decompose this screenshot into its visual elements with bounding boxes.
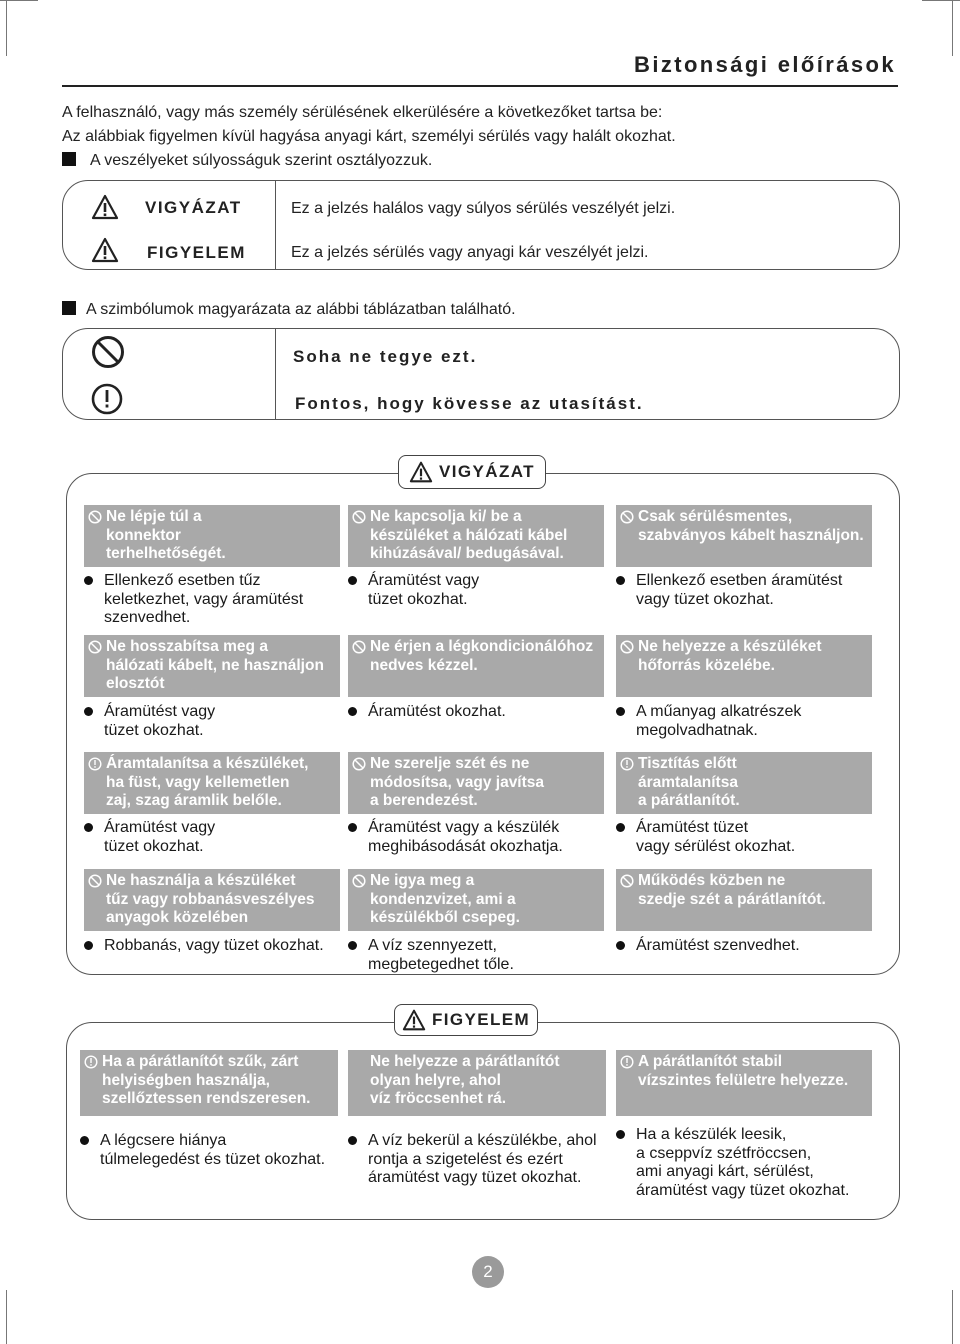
- consequence-line: megbetegedhet tőle.: [368, 955, 514, 973]
- hazard-title-line: szellőztessen rendszeresen.: [102, 1090, 311, 1107]
- header-divider: [62, 85, 898, 87]
- hazard-consequence: [616, 1126, 849, 1200]
- hazard-title-line: Ne használja a készüléket: [106, 872, 296, 889]
- bullet-icon: [84, 707, 93, 716]
- bullet-icon: [80, 1136, 89, 1145]
- warning-triangle-icon: [409, 461, 433, 483]
- consequence-line: tüzet okozhat.: [104, 837, 204, 855]
- prohibition-icon: [88, 510, 102, 524]
- hazard-title-line: a berendezést.: [370, 792, 478, 809]
- severity-label-figyelem: FIGYELEM: [147, 243, 246, 262]
- bullet-icon: [616, 1130, 625, 1139]
- table-divider: [275, 181, 276, 269]
- hazard-title-line: hőforrás közelébe.: [638, 656, 775, 674]
- hazard-title-line: módosítsa, vagy javítsa: [370, 773, 545, 791]
- prohibition-icon: [91, 335, 125, 369]
- hazard-title-line: víz fröccsenhet rá.: [370, 1090, 507, 1107]
- hazard-title-line: Ha a párátlanítót szűk, zárt: [102, 1053, 299, 1070]
- hazard-consequence: [84, 703, 215, 740]
- page-number: 2: [472, 1256, 504, 1288]
- bullet-icon: [348, 823, 357, 832]
- consequence-line: A légcsere hiánya: [100, 1132, 227, 1149]
- hazard-consequence: [80, 1132, 325, 1169]
- consequence-line: túlmelegedést és tüzet okozhat.: [100, 1150, 326, 1168]
- hazard-consequence: [348, 703, 506, 722]
- bullet-icon: [84, 941, 93, 950]
- hazard-title-line: terhelhetőségét.: [106, 545, 226, 562]
- consequence-line: Áramütést vagy: [368, 572, 480, 589]
- bullet-icon: [84, 823, 93, 832]
- hazard-title-bar: [84, 869, 340, 931]
- hazard-title-line: készüléket a hálózati kábel: [370, 526, 568, 544]
- hazard-title-bar: [84, 635, 340, 697]
- prohibition-icon: [88, 874, 102, 888]
- hazard-title-line: zaj, szag áramlik belőle.: [106, 792, 282, 809]
- bullet-icon: [348, 1136, 357, 1145]
- hazard-title-bar: [348, 869, 604, 931]
- hazard-title-line: Ne hosszabítsa meg a: [106, 638, 268, 655]
- hazard-title-line: Ne helyezze a készüléket: [638, 638, 822, 655]
- crop-mark: [952, 1290, 953, 1344]
- hazard-title-bar: [348, 635, 604, 697]
- hazard-title-line: készülékből csepeg.: [370, 909, 520, 926]
- hazard-title-bar: [616, 505, 872, 567]
- hazard-title-line: elosztót: [106, 675, 165, 692]
- prohibition-icon: [620, 640, 634, 654]
- hazard-consequence: [616, 703, 801, 740]
- consequence-line: Áramütést vagy a készülék: [368, 819, 560, 836]
- hazard-title-line: nedves kézzel.: [370, 656, 478, 674]
- prohibition-icon: [352, 874, 366, 888]
- severity-label-vigyazat: VIGYÁZAT: [145, 198, 242, 217]
- hazard-title-bar: [616, 1050, 872, 1116]
- hazard-title-line: Áramtalanítsa a készüléket,: [106, 755, 309, 772]
- mandatory-icon: [620, 1055, 634, 1069]
- hazard-title-line: Csak sérülésmentes,: [638, 508, 793, 525]
- hazard-title-line: Ne helyezze a párátlanítót: [370, 1053, 560, 1070]
- consequence-line: Ellenkező esetben tűz: [104, 572, 261, 589]
- hazard-title-bar: [84, 505, 340, 567]
- bullet-icon: [616, 576, 625, 585]
- hazard-consequence: [616, 572, 842, 609]
- hazard-title-line: szedje szét a párátlanítót.: [638, 890, 826, 908]
- consequence-line: Robbanás, vagy tüzet okozhat.: [104, 937, 324, 954]
- table-divider: [275, 329, 276, 419]
- hazard-title-line: A párátlanítót stabil: [638, 1053, 783, 1070]
- square-bullet-icon: [62, 301, 76, 315]
- consequence-line: meghibásodását okozhatja.: [368, 837, 563, 855]
- consequence-line: A műanyag alkatrészek: [636, 703, 802, 720]
- warning-triangle-icon: [91, 194, 119, 220]
- mandatory-icon: [620, 757, 634, 771]
- prohibition-icon: [88, 640, 102, 654]
- bullet-icon: [616, 707, 625, 716]
- hazard-consequence: [84, 937, 324, 956]
- figyelem-heading-label: FIGYELEM: [431, 1010, 531, 1029]
- hazard-consequence: [616, 937, 800, 956]
- hazard-consequence: [348, 819, 563, 856]
- crop-mark: [922, 0, 960, 1]
- crop-mark: [952, 0, 953, 56]
- hazard-title-line: konnektor: [106, 526, 181, 544]
- hazard-title-line: anyagok közelében: [106, 909, 249, 926]
- mandatory-icon: [84, 1055, 98, 1069]
- severity-desc: Ez a jelzés sérülés vagy anyagi kár veszélyét jelzi.: [291, 244, 649, 261]
- bullet-icon: [84, 576, 93, 585]
- hazard-title-line: Ne szerelje szét és ne: [370, 755, 530, 772]
- hazard-title-bar: [616, 869, 872, 931]
- mandatory-icon: [88, 757, 102, 771]
- intro-line: A felhasználó, vagy más személy sérülésének elkerülésére a következőket tartsa be:: [62, 104, 663, 121]
- prohibition-icon: [352, 510, 366, 524]
- hazard-title-line: kihúzásával/ bedugásával.: [370, 545, 564, 562]
- hazard-title-bar: [348, 505, 604, 567]
- hazard-title-line: áramtalanítsa: [638, 773, 738, 791]
- symbol-meaning: Fontos, hogy kövesse az utasítást.: [295, 394, 644, 413]
- intro-line: Az alábbiak figyelmen kívül hagyása anyagi kárt, személyi sérülés vagy halált okozhat.: [62, 128, 676, 145]
- consequence-line: Áramütést vagy: [104, 819, 216, 836]
- symbols-table: [62, 328, 900, 420]
- hazard-title-line: vízszintes felületre helyezze.: [638, 1071, 849, 1089]
- hazard-title-line: szabványos kábelt használjon.: [638, 526, 864, 544]
- mandatory-icon: [91, 383, 123, 415]
- consequence-line: A víz bekerül a készülékbe, ahol: [368, 1132, 597, 1149]
- consequence-line: Ha a készülék leesik,: [636, 1126, 787, 1143]
- consequence-line: áramütést vagy tüzet okozhat.: [636, 1181, 850, 1199]
- consequence-line: vagy tüzet okozhat.: [636, 590, 774, 608]
- hazard-title-line: Tisztítás előtt: [638, 755, 737, 772]
- consequence-line: a cseppvíz szétfröccsen,: [636, 1144, 812, 1162]
- hazard-title-bar: [348, 1050, 606, 1116]
- hazard-title-bar: [84, 752, 340, 814]
- prohibition-icon: [352, 640, 366, 654]
- page-title: Biztonsági előírások: [634, 52, 896, 77]
- hazard-title-line: a párátlanítót.: [638, 792, 740, 809]
- hazard-title-line: Működés közben ne: [638, 872, 786, 889]
- consequence-line: Áramütést okozhat.: [368, 703, 506, 720]
- consequence-line: Áramütést tüzet: [636, 819, 749, 836]
- consequence-line: tüzet okozhat.: [104, 721, 204, 739]
- hazard-title-line: helyiségben használja,: [102, 1071, 270, 1089]
- prohibition-icon: [620, 510, 634, 524]
- hazard-title-bar: [616, 752, 872, 814]
- hazard-title-line: Ne igya meg a: [370, 872, 475, 889]
- bullet-icon: [616, 941, 625, 950]
- bullet-icon: [348, 576, 357, 585]
- consequence-line: szenvedhet.: [104, 609, 191, 626]
- crop-mark: [6, 1290, 7, 1344]
- figyelem-heading: [394, 1004, 538, 1036]
- hazard-title-line: olyan helyre, ahol: [370, 1071, 501, 1089]
- consequence-line: rontja a szigetelést és ezért: [368, 1150, 563, 1168]
- consequence-line: ami anyagi kárt, sérülést,: [636, 1163, 814, 1180]
- prohibition-icon: [620, 874, 634, 888]
- prohibition-icon: [352, 757, 366, 771]
- hazard-title-line: Ne érjen a légkondicionálóhoz: [370, 638, 594, 655]
- hazard-title-line: kondenzvizet, ami a: [370, 890, 516, 908]
- hazard-title-line: hálózati kábelt, ne használjon: [106, 656, 324, 674]
- square-bullet-icon: [62, 152, 76, 166]
- consequence-line: Áramütést szenvedhet.: [636, 937, 800, 954]
- hazard-title-bar: [80, 1050, 338, 1116]
- warning-triangle-icon: [91, 237, 119, 263]
- consequence-line: keletkezhet, vagy áramütést: [104, 590, 304, 608]
- hazard-title-line: Ne lépje túl a: [106, 508, 202, 525]
- consequence-line: vagy sérülést okozhat.: [636, 837, 796, 855]
- hazard-consequence: [348, 1132, 597, 1188]
- intro-line: [62, 150, 432, 172]
- warning-triangle-icon: [402, 1009, 426, 1031]
- symbols-intro-text: A szimbólumok magyarázata az alábbi táblázatban található.: [86, 301, 516, 318]
- hazard-consequence: [616, 819, 795, 856]
- intro-line-text: A veszélyeket súlyosságuk szerint osztályozzuk.: [90, 152, 433, 169]
- bullet-icon: [616, 823, 625, 832]
- severity-table: [62, 180, 900, 270]
- vigyazat-heading-label: VIGYÁZAT: [439, 462, 535, 481]
- hazard-title-line: tűz vagy robbanásveszélyes: [106, 890, 315, 908]
- consequence-line: tüzet okozhat.: [368, 590, 468, 608]
- consequence-line: áramütést vagy tüzet okozhat.: [368, 1169, 582, 1186]
- consequence-line: megolvadhatnak.: [636, 721, 758, 739]
- hazard-title-line: ha füst, vagy kellemetlen: [106, 773, 290, 791]
- hazard-consequence: [348, 937, 514, 974]
- bullet-icon: [348, 707, 357, 716]
- hazard-consequence: [348, 572, 479, 609]
- hazard-consequence: [84, 572, 303, 628]
- crop-mark: [6, 0, 7, 56]
- bullet-icon: [348, 941, 357, 950]
- symbols-intro: [62, 299, 516, 321]
- hazard-title-bar: [348, 752, 604, 814]
- consequence-line: Ellenkező esetben áramütést: [636, 572, 843, 589]
- consequence-line: Áramütést vagy: [104, 703, 216, 720]
- hazard-title-bar: [616, 635, 872, 697]
- consequence-line: A víz szennyezett,: [368, 937, 497, 954]
- severity-desc: Ez a jelzés halálos vagy súlyos sérülés veszélyét jelzi.: [291, 200, 676, 217]
- hazard-title-line: Ne kapcsolja ki/ be a: [370, 508, 522, 525]
- symbol-meaning: Soha ne tegye ezt.: [293, 347, 478, 366]
- vigyazat-heading: [398, 455, 546, 489]
- hazard-consequence: [84, 819, 215, 856]
